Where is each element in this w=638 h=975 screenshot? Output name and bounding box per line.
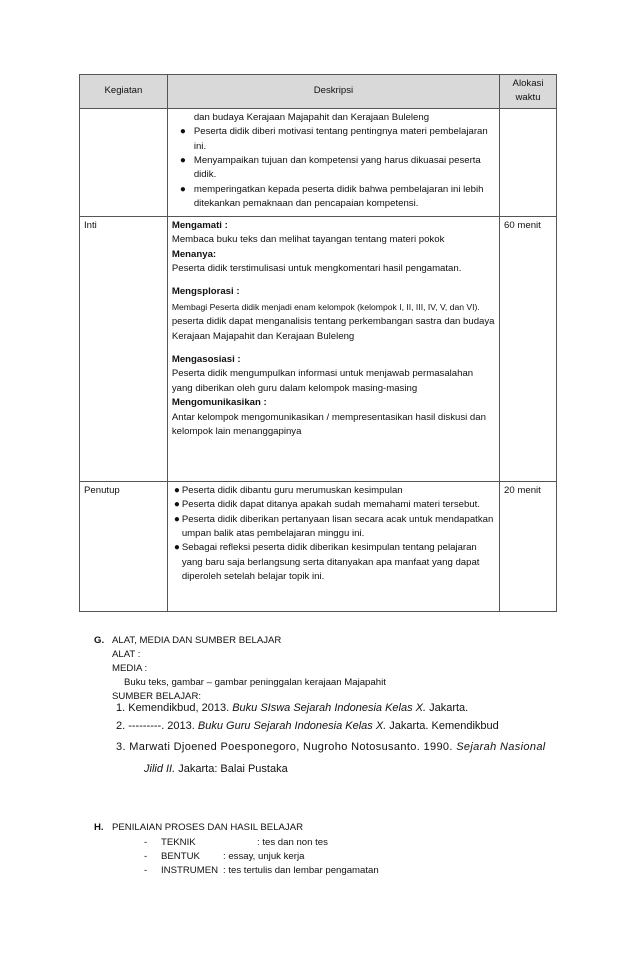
ref-text: 1. Kemendikbud, 2013.: [116, 702, 233, 714]
item-value: : essay, unjuk kerja: [223, 851, 305, 862]
list-item: ● Menyampaikan tujuan dan kompetensi yang harus dikuasai peserta didik.: [172, 154, 495, 183]
list-item-text: Peserta didik diberikan pertanyaan lisan secara acak untuk mendapatkan umpan balik atas pembelajaran minggu ini.: [181, 513, 494, 540]
cell-inti-label: Inti: [80, 216, 168, 481]
dash: -: [144, 851, 148, 862]
cell-penutup-time: 20 menit: [500, 481, 557, 611]
activity-table: [79, 74, 557, 612]
list-item-text: Peserta didik dibantu guru merumuskan kesimpulan: [181, 484, 403, 496]
list-item-text: Sebagai refleksi peserta didik diberikan kesimpulan tentang pelajaran yang baru saja berlangsung serta ditanyakan apa manfaat yang dapat diperoleh setelah belajar topik ini.: [181, 542, 480, 583]
ref-title: Buku Guru Sejarah Indonesia Kelas X.: [197, 720, 387, 732]
list-item: [94, 864, 379, 878]
cell-continuation-desc: [167, 108, 499, 216]
reference-3: [116, 740, 546, 755]
table-row-continuation: [80, 108, 557, 216]
item-label: BENTUK: [161, 851, 200, 862]
ref-title: Sejarah Nasional: [456, 741, 546, 753]
alat-label: ALAT :: [112, 649, 141, 660]
list-item: ● Peserta didik dapat ditanya apakah sudah memahami materi tersebut.: [172, 498, 495, 512]
cell-inti-desc: [167, 216, 499, 481]
eksplorasi-small-text: Membagi Peserta didik menjadi enam kelompok (kelompok I, II, III, IV, V, dan VI).: [171, 301, 480, 312]
table-row-inti: [80, 216, 557, 481]
eksplorasi-text: peserta didik dapat menganalisis tentang perkembangan sastra dan budaya Kerajaan Majapahit dan Kerajaan Buleleng: [171, 316, 495, 342]
section-g-title: ALAT, MEDIA DAN SUMBER BELAJAR: [112, 635, 282, 646]
list-item: ● Peserta didik diberikan pertanyaan lisan secara acak untuk mendapatkan umpan balik atas pembelajaran minggu ini.: [172, 513, 495, 542]
cell-empty: [500, 108, 557, 216]
continuation-line: dan budaya Kerajaan Majapahit dan Kerajaan Buleleng: [193, 111, 430, 123]
list-item-text: memperingatkan kepada peserta didik bahwa pembelajaran ini lebih ditekankan pemaknaan dan pencapaian kompetensi.: [193, 183, 484, 210]
eksplorasi-heading: Mengsplorasi :: [171, 286, 240, 298]
eksplorasi-paragraph: [172, 300, 495, 344]
section-g-letter: G.: [94, 635, 105, 646]
section-g-heading: [94, 634, 386, 648]
menanya-text: Peserta didik terstimulisasi untuk mengkomentari hasil pengamatan.: [171, 263, 462, 275]
list-item: ● Peserta didik dibantu guru merumuskan kesimpulan: [172, 484, 495, 498]
list-item: ● Peserta didik diberi motivasi tentang pentingnya materi pembelajaran ini.: [172, 125, 495, 154]
mengamati-text: Membaca buku teks dan melihat tayangan tentang materi pokok: [171, 234, 445, 246]
list-item-text: Menyampaikan tujuan dan kompetensi yang harus dikuasai peserta didik.: [193, 155, 481, 181]
table-row-penutup: [80, 481, 557, 611]
item-label: TEKNIK: [161, 837, 196, 848]
header-kegiatan: Kegiatan: [80, 75, 168, 109]
reference-2: [116, 719, 499, 734]
ref-text: 3. Marwati Djoened Poesponegoro, Nugroho Notosusanto. 1990.: [116, 741, 457, 753]
reference-1: [116, 701, 468, 716]
mengamati-heading: Mengamati :: [171, 219, 228, 231]
ref-text: Jakarta.: [426, 702, 469, 714]
cell-inti-time: 60 menit: [500, 216, 557, 481]
section-g: [94, 634, 386, 704]
cell-penutup-label: Penutup: [80, 481, 168, 611]
komunikasi-heading: Mengomunikasikan :: [171, 397, 267, 409]
media-label: MEDIA :: [112, 663, 148, 674]
item-value: : tes dan non tes: [257, 837, 328, 848]
list-item: ● Sebagai refleksi peserta didik diberikan kesimpulan tentang pelajaran yang baru saja berlangsung serta ditanyakan apa manfaat yang dapat diperoleh setelah belajar topik ini.: [172, 541, 495, 584]
menanya-heading: Menanya:: [171, 248, 217, 260]
list-item-text: Peserta didik diberi motivasi tentang pentingnya materi pembelajaran ini.: [193, 126, 488, 152]
ref-text: 2. ---------. 2013.: [116, 720, 198, 732]
cell-penutup-desc: [167, 481, 499, 611]
ref-text: Jakarta: Balai Pustaka: [175, 763, 288, 775]
list-item: [94, 835, 379, 850]
list-item-text: Peserta didik dapat ditanya apakah sudah memahami materi tersebut.: [181, 499, 480, 511]
sumber-label: SUMBER BELAJAR:: [112, 691, 202, 702]
item-value: : tes tertulis dan lembar pengamatan: [223, 865, 379, 876]
reference-3-continuation: [144, 762, 288, 777]
asosiasi-text: Peserta didik mengumpulkan informasi untuk menjawab permasalahan yang diberikan oleh guru dalam kelompok masing-masing: [171, 368, 474, 394]
ref-title: Buku SIswa Sejarah Indonesia Kelas X.: [232, 702, 427, 714]
list-item: ● memperingatkan kepada peserta didik bahwa pembelajaran ini lebih ditekankan pemaknaan dan pencapaian kompetensi.: [172, 183, 495, 212]
header-deskripsi: Deskripsi: [167, 75, 499, 109]
item-label: INSTRUMEN: [161, 865, 219, 876]
cell-empty: [80, 108, 168, 216]
section-h-title: PENILAIAN PROSES DAN HASIL BELAJAR: [112, 822, 304, 833]
dash: -: [144, 837, 148, 848]
header-alokasi: Alokasi waktu: [500, 75, 557, 109]
section-h-heading: [94, 821, 379, 835]
section-h-letter: H.: [94, 822, 104, 833]
dash: -: [144, 865, 148, 876]
section-h: [94, 821, 379, 878]
komunikasi-text: Antar kelompok mengomunikasikan / mempresentasikan hasil diskusi dan kelompok lain menanggapinya: [171, 411, 486, 438]
media-item: Buku teks, gambar – gambar peninggalan kerajaan Majapahit: [124, 677, 386, 688]
ref-title: Jilid II.: [144, 763, 176, 775]
asosiasi-heading: Mengasosiasi :: [171, 354, 241, 366]
table-header-row: [80, 75, 557, 109]
ref-text: Jakarta. Kemendikbud: [386, 720, 499, 732]
list-item: [94, 850, 379, 864]
